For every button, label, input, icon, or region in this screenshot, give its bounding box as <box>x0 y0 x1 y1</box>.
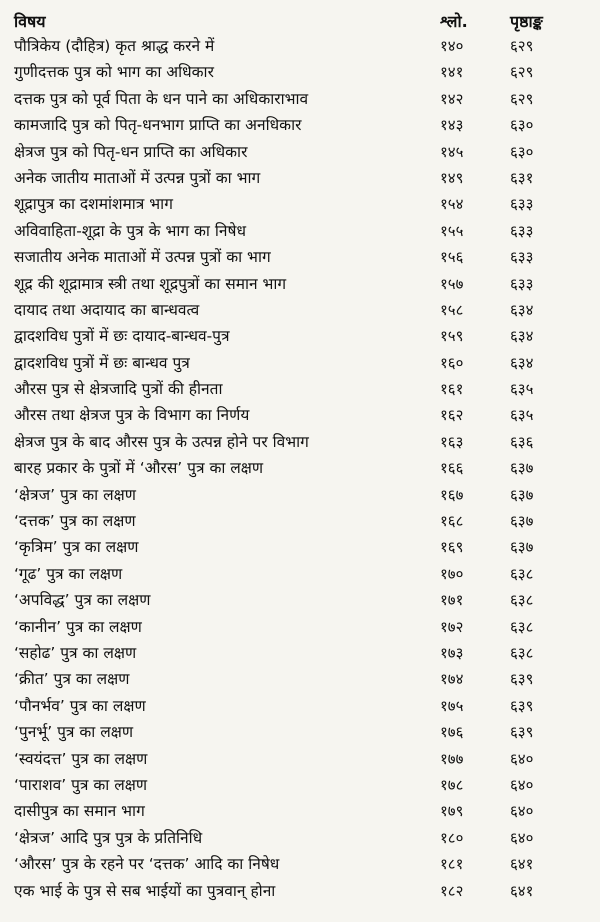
row-shloka: १५६ <box>440 248 464 267</box>
row-page: ६३४ <box>510 353 534 372</box>
row-topic: कामजादि पुत्र को पितृ-धनभाग प्राप्ति का अनधिकार <box>14 116 302 135</box>
row-page: ६२९ <box>510 63 534 82</box>
row-shloka: १६७ <box>440 485 464 504</box>
table-header <box>14 6 590 32</box>
row-topic: ‘कानीन’ पुत्र का लक्षण <box>14 617 142 636</box>
table-row <box>14 59 590 85</box>
row-shloka: १५७ <box>440 274 464 293</box>
row-shloka: १७५ <box>440 696 464 715</box>
row-shloka: १६८ <box>440 512 464 531</box>
table-row <box>14 350 590 376</box>
row-page: ६४१ <box>510 855 534 874</box>
table-row <box>14 825 590 851</box>
row-page: ६३३ <box>510 274 534 293</box>
row-topic: पौत्रिकेय (दौहित्र) कृत श्राद्ध करने में <box>14 37 215 55</box>
table-row <box>14 165 590 191</box>
table-row <box>14 561 590 587</box>
row-shloka: १५८ <box>440 300 464 319</box>
row-shloka: १७६ <box>440 723 464 742</box>
row-page: ६३५ <box>510 380 534 399</box>
row-topic: ‘कृत्रिम’ पुत्र का लक्षण <box>14 538 139 557</box>
index-rows <box>14 33 590 904</box>
row-page: ६४० <box>510 802 534 821</box>
row-shloka: १४० <box>440 37 464 55</box>
row-shloka: १४३ <box>440 116 464 135</box>
row-shloka: १८२ <box>440 881 464 900</box>
row-topic: गुणीदत्तक पुत्र को भाग का अधिकार <box>14 63 214 82</box>
table-row <box>14 429 590 455</box>
row-shloka: १६० <box>440 353 464 372</box>
table-row <box>14 772 590 798</box>
row-topic: द्वादशविध पुत्रों में छः दायाद-बान्धव-पुत्र <box>14 327 230 346</box>
table-row <box>14 112 590 138</box>
table-row <box>14 191 590 217</box>
row-page: ६३९ <box>510 670 534 689</box>
table-row <box>14 455 590 481</box>
row-shloka: १५९ <box>440 327 464 346</box>
table-row <box>14 86 590 112</box>
row-shloka: १७० <box>440 564 464 583</box>
row-topic: औरस तथा क्षेत्रज पुत्र के विभाग का निर्णय <box>14 406 250 425</box>
row-topic: क्षेत्रज पुत्र को पितृ-धन प्राप्ति का अधिकार <box>14 142 248 161</box>
row-topic: दासीपुत्र का समान भाग <box>14 802 145 821</box>
table-row <box>14 323 590 349</box>
table-row <box>14 218 590 244</box>
header-topic: विषय <box>14 12 46 31</box>
row-shloka: १७१ <box>440 591 464 610</box>
row-topic: द्वादशविध पुत्रों में छः बान्धव पुत्र <box>14 353 190 372</box>
row-topic: ‘दत्तक’ पुत्र का लक्षण <box>14 512 136 531</box>
table-row <box>14 746 590 772</box>
row-topic: ‘स्वयंदत्त’ पुत्र का लक्षण <box>14 749 148 768</box>
row-topic: ‘अपविद्ध’ पुत्र का लक्षण <box>14 591 151 610</box>
row-page: ६३८ <box>510 591 534 610</box>
row-topic: अनेक जातीय माताओं में उत्पन्न पुत्रों का भाग <box>14 168 261 187</box>
row-shloka: १५४ <box>440 195 464 214</box>
row-page: ६३७ <box>510 538 534 557</box>
row-shloka: १८० <box>440 828 464 847</box>
row-shloka: १७७ <box>440 749 464 768</box>
row-topic: दायाद तथा अदायाद का बान्धवत्व <box>14 300 200 319</box>
row-topic: सजातीय अनेक माताओं में उत्पन्न पुत्रों का भाग <box>14 248 271 267</box>
row-page: ६२९ <box>510 37 534 55</box>
row-shloka: १७३ <box>440 643 464 662</box>
row-topic: अविवाहिता-शूद्रा के पुत्र के भाग का निषेध <box>14 221 246 240</box>
row-shloka: १४१ <box>440 63 464 82</box>
row-page: ६३५ <box>510 406 534 425</box>
row-shloka: १७८ <box>440 775 464 794</box>
row-page: ६३८ <box>510 643 534 662</box>
table-row <box>14 614 590 640</box>
table-row <box>14 139 590 165</box>
row-page: ६४१ <box>510 881 534 900</box>
row-shloka: १५५ <box>440 221 464 240</box>
row-shloka: १४९ <box>440 168 464 187</box>
row-topic: ‘औरस’ पुत्र के रहने पर ‘दत्तक’ आदि का निषेध <box>14 855 280 874</box>
table-row <box>14 482 590 508</box>
row-shloka: १६२ <box>440 406 464 425</box>
row-page: ६३७ <box>510 485 534 504</box>
row-page: ६३० <box>510 142 534 161</box>
row-topic: ‘पौनर्भव’ पुत्र का लक्षण <box>14 696 146 715</box>
row-page: ६३८ <box>510 564 534 583</box>
row-topic: क्षेत्रज पुत्र के बाद औरस पुत्र के उत्पन्न होने पर विभाग <box>14 432 309 451</box>
row-page: ६३९ <box>510 696 534 715</box>
row-page: ६३३ <box>510 248 534 267</box>
row-page: ६३० <box>510 116 534 135</box>
table-row <box>14 534 590 560</box>
row-shloka: १७९ <box>440 802 464 821</box>
table-row <box>14 719 590 745</box>
table-row <box>14 587 590 613</box>
header-page: पृष्ठाङ्क <box>510 12 543 31</box>
row-page: ६३३ <box>510 195 534 214</box>
row-topic: ‘पाराशव’ पुत्र का लक्षण <box>14 775 148 794</box>
row-shloka: १६६ <box>440 459 464 478</box>
row-topic: ‘गूढ’ पुत्र का लक्षण <box>14 564 123 583</box>
row-page: ६४० <box>510 828 534 847</box>
row-shloka: १४५ <box>440 142 464 161</box>
table-row <box>14 666 590 692</box>
row-topic: ‘पुनर्भू’ पुत्र का लक्षण <box>14 723 134 742</box>
table-row <box>14 851 590 877</box>
row-shloka: १४२ <box>440 89 464 108</box>
table-row <box>14 798 590 824</box>
row-shloka: १६३ <box>440 432 464 451</box>
row-topic: शूद्रापुत्र का दशमांशमात्र भाग <box>14 195 173 214</box>
header-shloka: श्लो. <box>440 12 468 31</box>
row-page: ६३१ <box>510 168 534 187</box>
row-shloka: १६९ <box>440 538 464 557</box>
row-page: ६२९ <box>510 89 534 108</box>
table-row <box>14 376 590 402</box>
table-row <box>14 640 590 666</box>
row-page: ६३४ <box>510 300 534 319</box>
row-topic: बारह प्रकार के पुत्रों में ‘औरस’ पुत्र का लक्षण <box>14 459 264 478</box>
table-row <box>14 402 590 428</box>
row-page: ६३३ <box>510 221 534 240</box>
table-row <box>14 33 590 59</box>
row-shloka: १७४ <box>440 670 464 689</box>
table-row <box>14 271 590 297</box>
row-page: ६३८ <box>510 617 534 636</box>
row-topic: दत्तक पुत्र को पूर्व पिता के धन पाने का अधिकाराभाव <box>14 89 309 108</box>
row-topic: शूद्र की शूद्रामात्र स्त्री तथा शूद्रपुत्रों का समान भाग <box>14 274 287 293</box>
row-topic: एक भाई के पुत्र से सब भाईयों का पुत्रवान् होना <box>14 881 276 900</box>
row-topic: औरस पुत्र से क्षेत्रजादि पुत्रों की हीनता <box>14 380 223 399</box>
table-row <box>14 244 590 270</box>
row-shloka: १८१ <box>440 855 464 874</box>
row-page: ६३९ <box>510 723 534 742</box>
row-page: ६३७ <box>510 459 534 478</box>
table-row <box>14 508 590 534</box>
row-page: ६३६ <box>510 432 534 451</box>
row-page: ६३४ <box>510 327 534 346</box>
row-topic: ‘क्षेत्रज’ आदि पुत्र पुत्र के प्रतिनिधि <box>14 828 203 847</box>
row-page: ६४० <box>510 749 534 768</box>
table-row <box>14 693 590 719</box>
row-page: ६३७ <box>510 512 534 531</box>
row-shloka: १७२ <box>440 617 464 636</box>
row-page: ६४० <box>510 775 534 794</box>
row-topic: ‘क्रीत’ पुत्र का लक्षण <box>14 670 130 689</box>
row-topic: ‘क्षेत्रज’ पुत्र का लक्षण <box>14 485 136 504</box>
row-topic: ‘सहोढ’ पुत्र का लक्षण <box>14 643 137 662</box>
table-row <box>14 297 590 323</box>
row-shloka: १६१ <box>440 380 464 399</box>
table-row <box>14 878 590 904</box>
